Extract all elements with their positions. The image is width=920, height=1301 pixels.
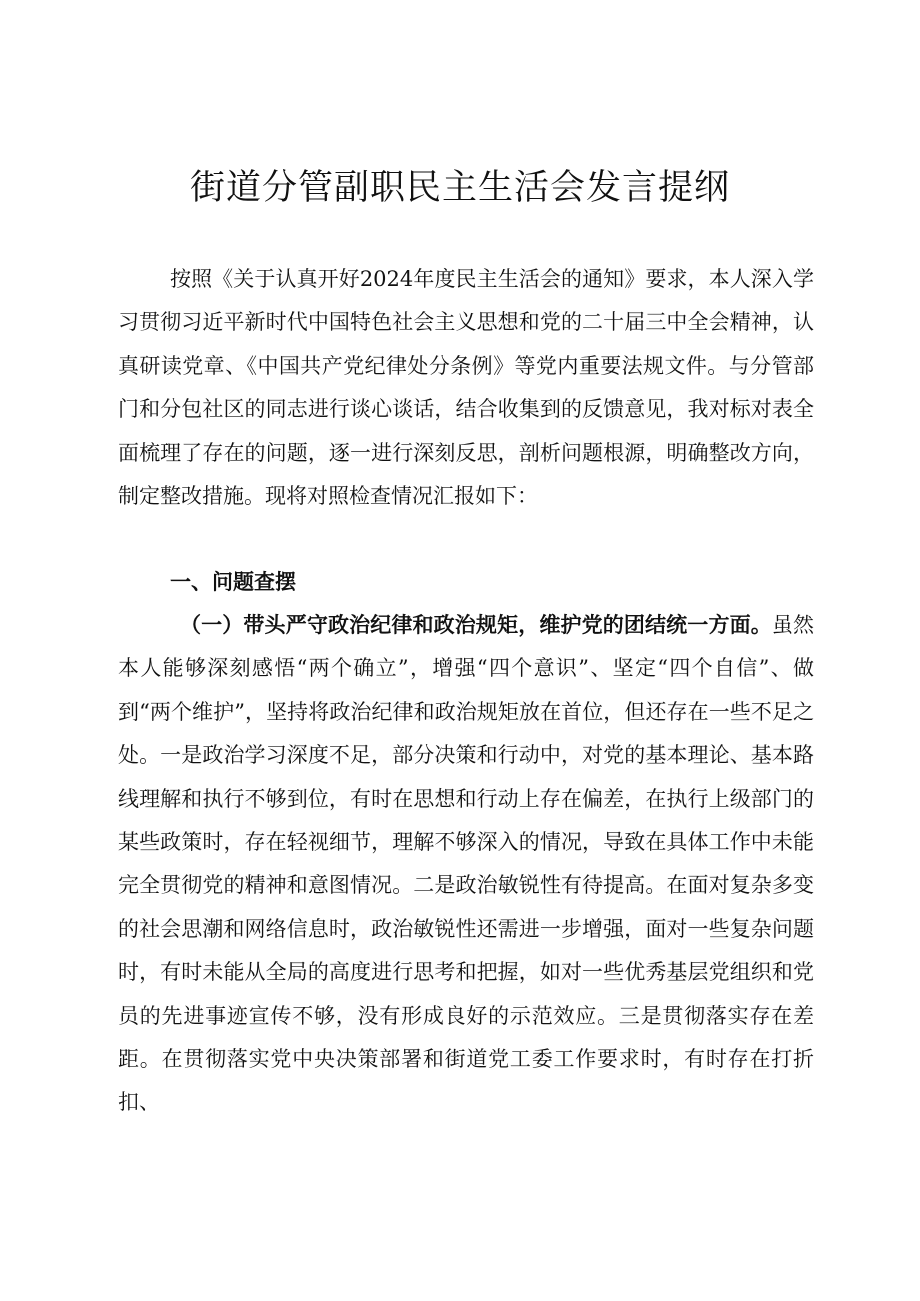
section-heading: 一、问题查摆 — [170, 570, 296, 594]
subsection-paragraph — [118, 604, 814, 1125]
subsection-body: 虽然本人能够深刻感悟“两个确立”，增强“四个意识”、坚定“四个自信”、做到“两个维护”，坚持将政治纪律和政治规矩放在首位，但还存在一些不足之处。一是政治学习深度不足，部分决策和行动中，对党的基本理论、基本路线理解和执行不够到位，有时在思想和行动上存在偏差，在执行上级部门的某些政策时，存在轻视细节，理解不够深入的情况，导致在具体工作中未能完全贯彻党的精神和意图情况。二是政治敏锐性有待提高。在面对复杂多变的社会思潮和网络信息时，政治敏锐性还需进一步增强，面对一些复杂问题时，有时未能从全局的高度进行思考和把握，如对一些优秀基层党组织和党员的先进事迹宣传不够，没有形成良好的示范效应。三是贯彻落实存在差距。在贯彻落实党中央决策部署和街道党工委工作要求时，有时存在打折扣、 — [118, 613, 814, 1115]
document-title: 街道分管副职民主生活会发言提纲 — [189, 168, 730, 208]
intro-paragraph: 按照《关于认真开好2024年度民主生活会的通知》要求，本人深入学习贯彻习近平新时代中国特色社会主义思想和党的二十届三中全会精神，认真研读党章、《中国共产党纪律处分条例》等党内重要法规文件。与分管部门和分包社区的同志进行谈心谈话，结合收集到的反馈意见，我对标对表全面梳理了存在的问题，逐一进行深刻反思，剖析问题根源，明确整改方向，制定整改措施。现将对照检查情况汇报如下： — [118, 267, 814, 509]
subsection-heading: （一）带头严守政治纪律和政治规矩，维护党的团结统一方面。 — [180, 613, 772, 637]
